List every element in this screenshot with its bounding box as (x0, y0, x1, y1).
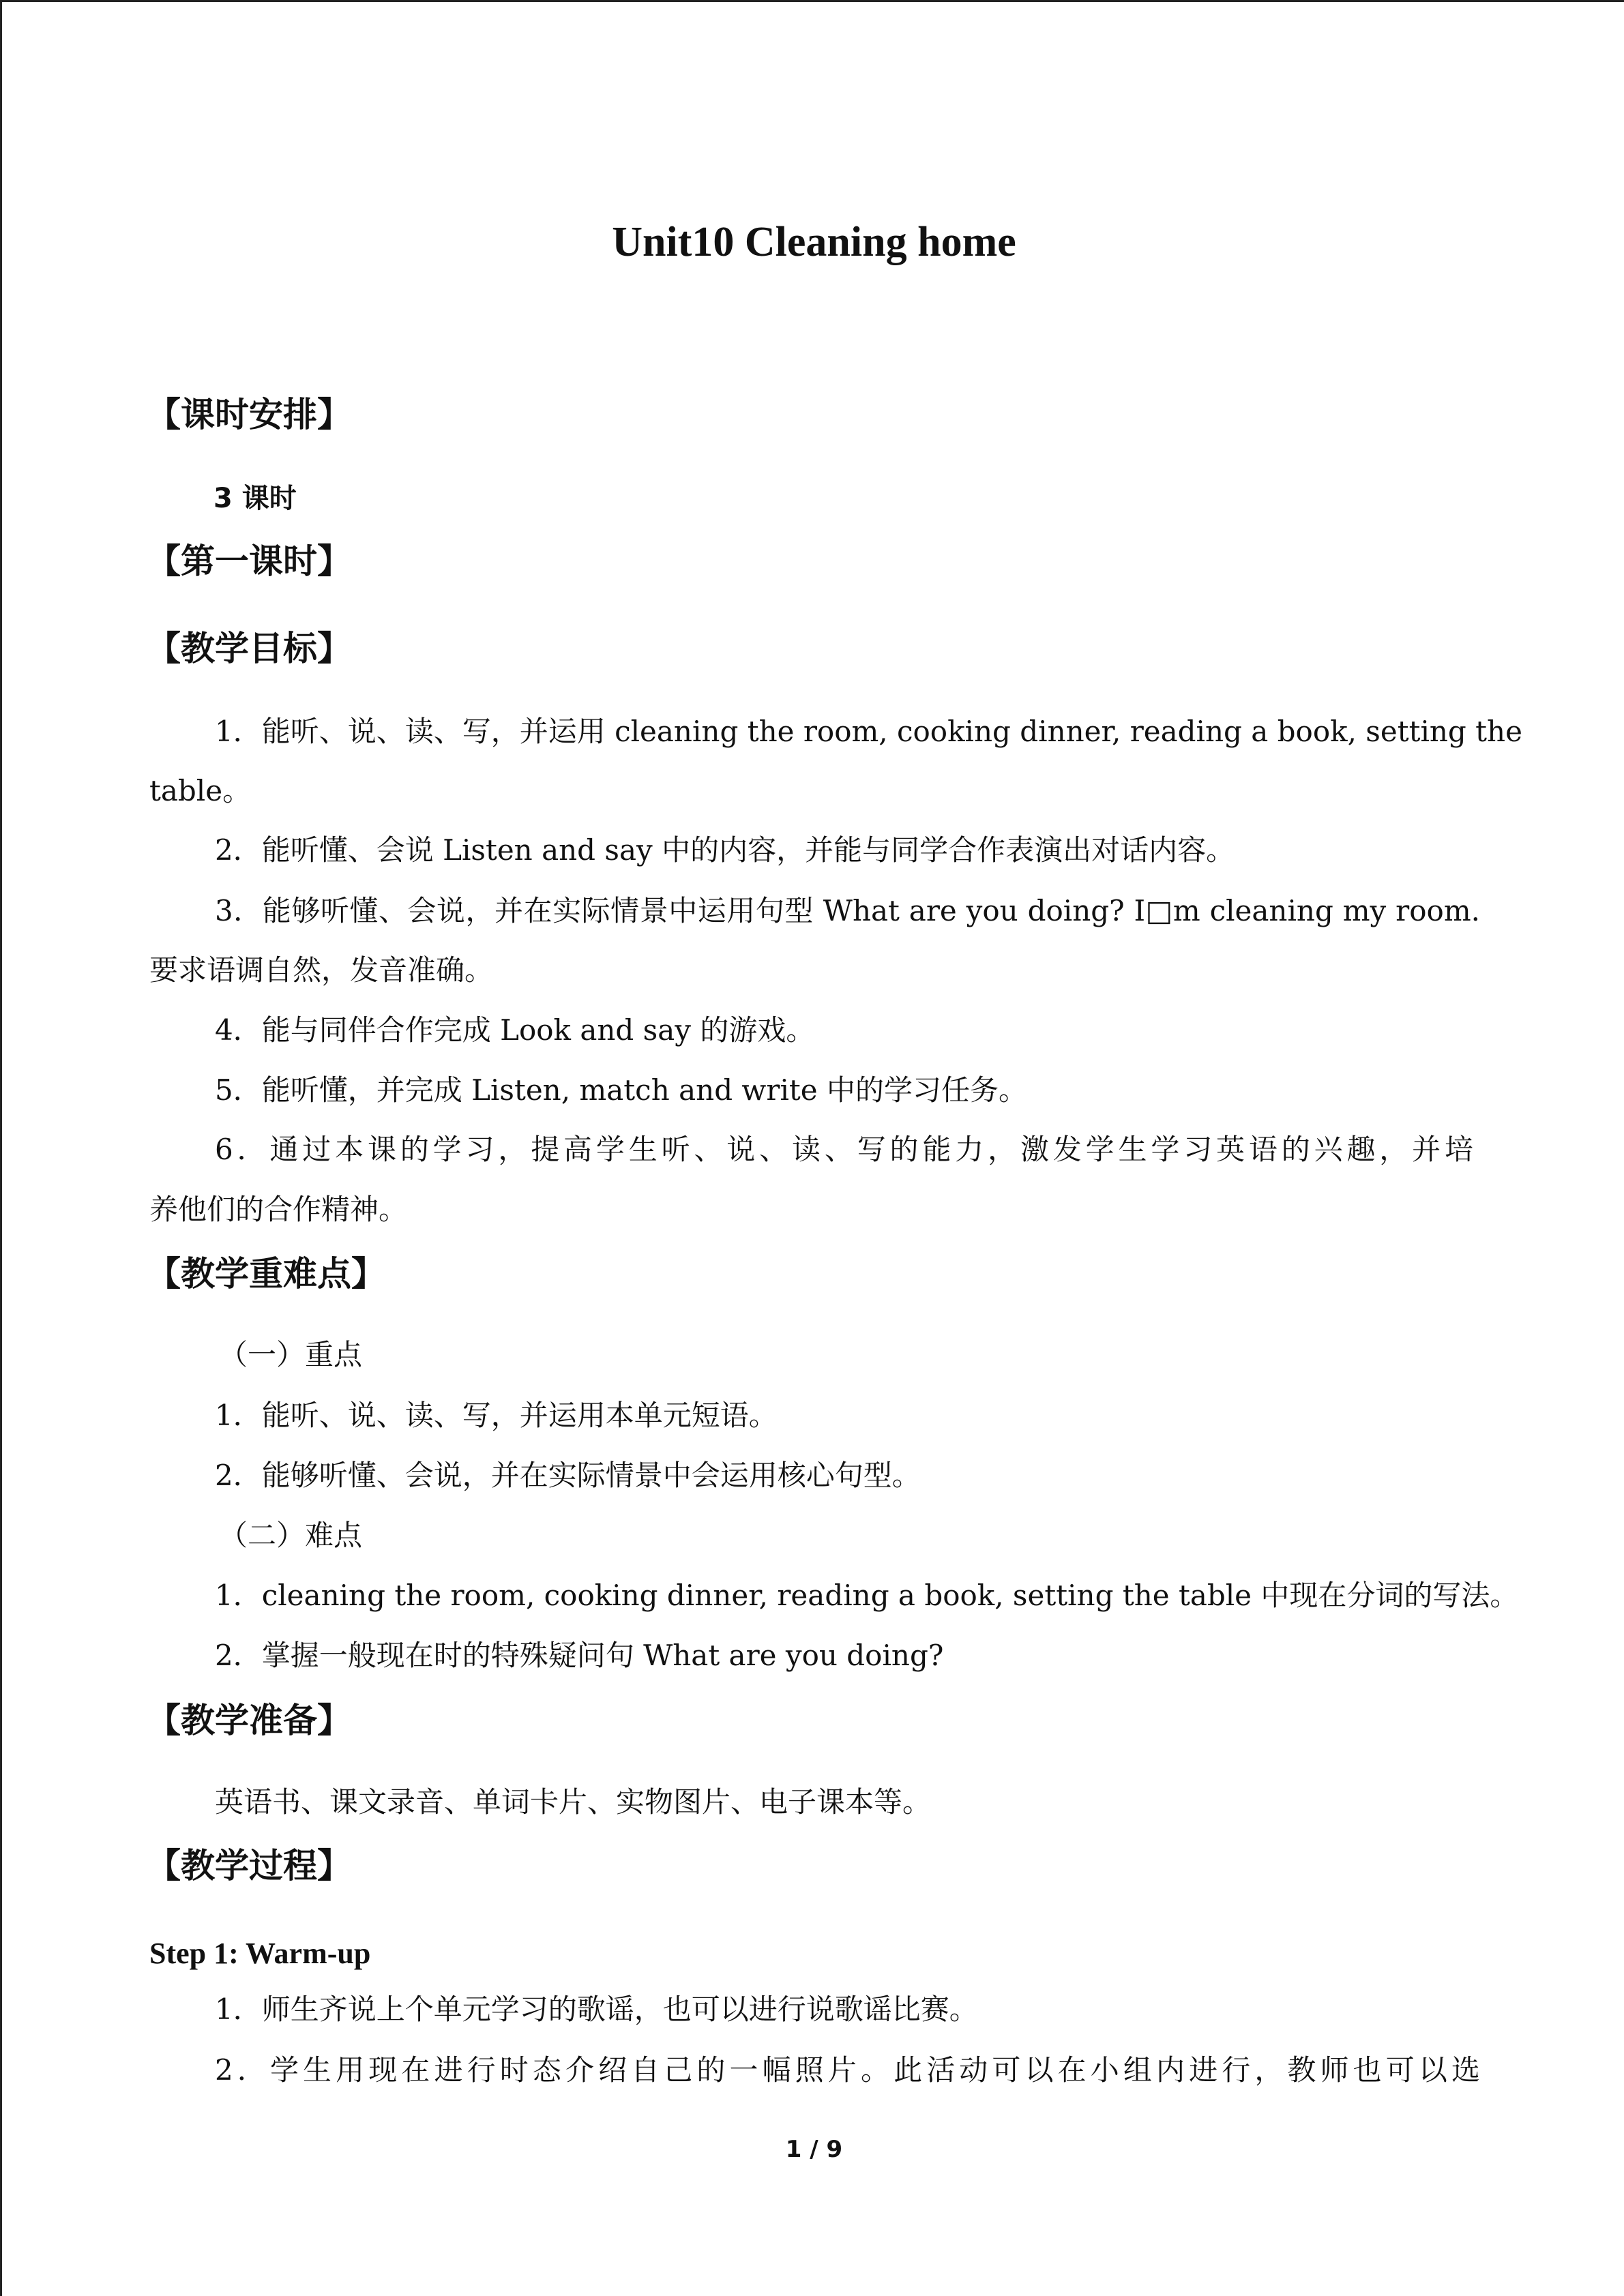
keypoint-line: 2．能够听懂、会说，并在实际情景中会运用核心句型。 (215, 1459, 921, 1492)
objective-line: 养他们的合作精神。 (149, 1193, 408, 1226)
objective-line: 3．能够听懂、会说，并在实际情景中运用句型 What are you doing? I□m cleaning my room. (215, 894, 1480, 927)
step1-item: 1．师生齐说上个单元学习的歌谣，也可以进行说歌谣比赛。 (215, 1993, 978, 2026)
keypoint-subheading: （二）难点 (219, 1519, 363, 1552)
document-title: Unit10 Cleaning home (612, 219, 1016, 265)
page-number: 1 / 9 (785, 2136, 843, 2163)
preparation-text: 英语书、课文录音、单词卡片、实物图片、电子课本等。 (215, 1785, 932, 1819)
heading-process: 【教学过程】 (147, 1846, 351, 1885)
heading-lesson1: 【第一课时】 (147, 541, 351, 581)
objective-line: 要求语调自然，发音准确。 (149, 953, 494, 987)
objective-line: 1．能听、说、读、写，并运用 cleaning the room, cooking dinner, reading a book, setting the (215, 715, 1522, 748)
schedule-value: 3 课时 (213, 483, 297, 514)
heading-preparation: 【教学准备】 (147, 1701, 351, 1740)
heading-objectives: 【教学目标】 (147, 629, 351, 668)
keypoint-subheading: （一）重点 (219, 1338, 363, 1371)
heading-keypoints: 【教学重难点】 (147, 1254, 385, 1294)
keypoint-line: 1．能听、说、读、写，并运用本单元短语。 (215, 1399, 778, 1432)
objective-line: 6．通过本课的学习，提高学生听、说、读、写的能力，激发学生学习英语的兴趣，并培 (215, 1133, 1473, 1166)
keypoint-line: 1．cleaning the room, cooking dinner, reading a book, setting the table 中现在分词的写法。 (215, 1579, 1519, 1612)
objective-line: 2．能听懂、会说 Listen and say 中的内容，并能与同学合作表演出对话内容。 (215, 833, 1235, 867)
keypoint-line: 2．掌握一般现在时的特殊疑问句 What are you doing? (215, 1639, 944, 1672)
objective-line: 4．能与同伴合作完成 Look and say 的游戏。 (215, 1013, 815, 1047)
objective-line: 5．能听懂，并完成 Listen, match and write 中的学习任务。 (215, 1073, 1027, 1107)
heading-schedule: 【课时安排】 (147, 395, 351, 434)
step1-title: Step 1: Warm-up (149, 1937, 371, 1970)
step1-item: 2．学生用现在进行时态介绍自己的一幅照片。此活动可以在小组内进行，教师也可以选 (215, 2053, 1480, 2087)
objective-line: table。 (149, 774, 252, 807)
